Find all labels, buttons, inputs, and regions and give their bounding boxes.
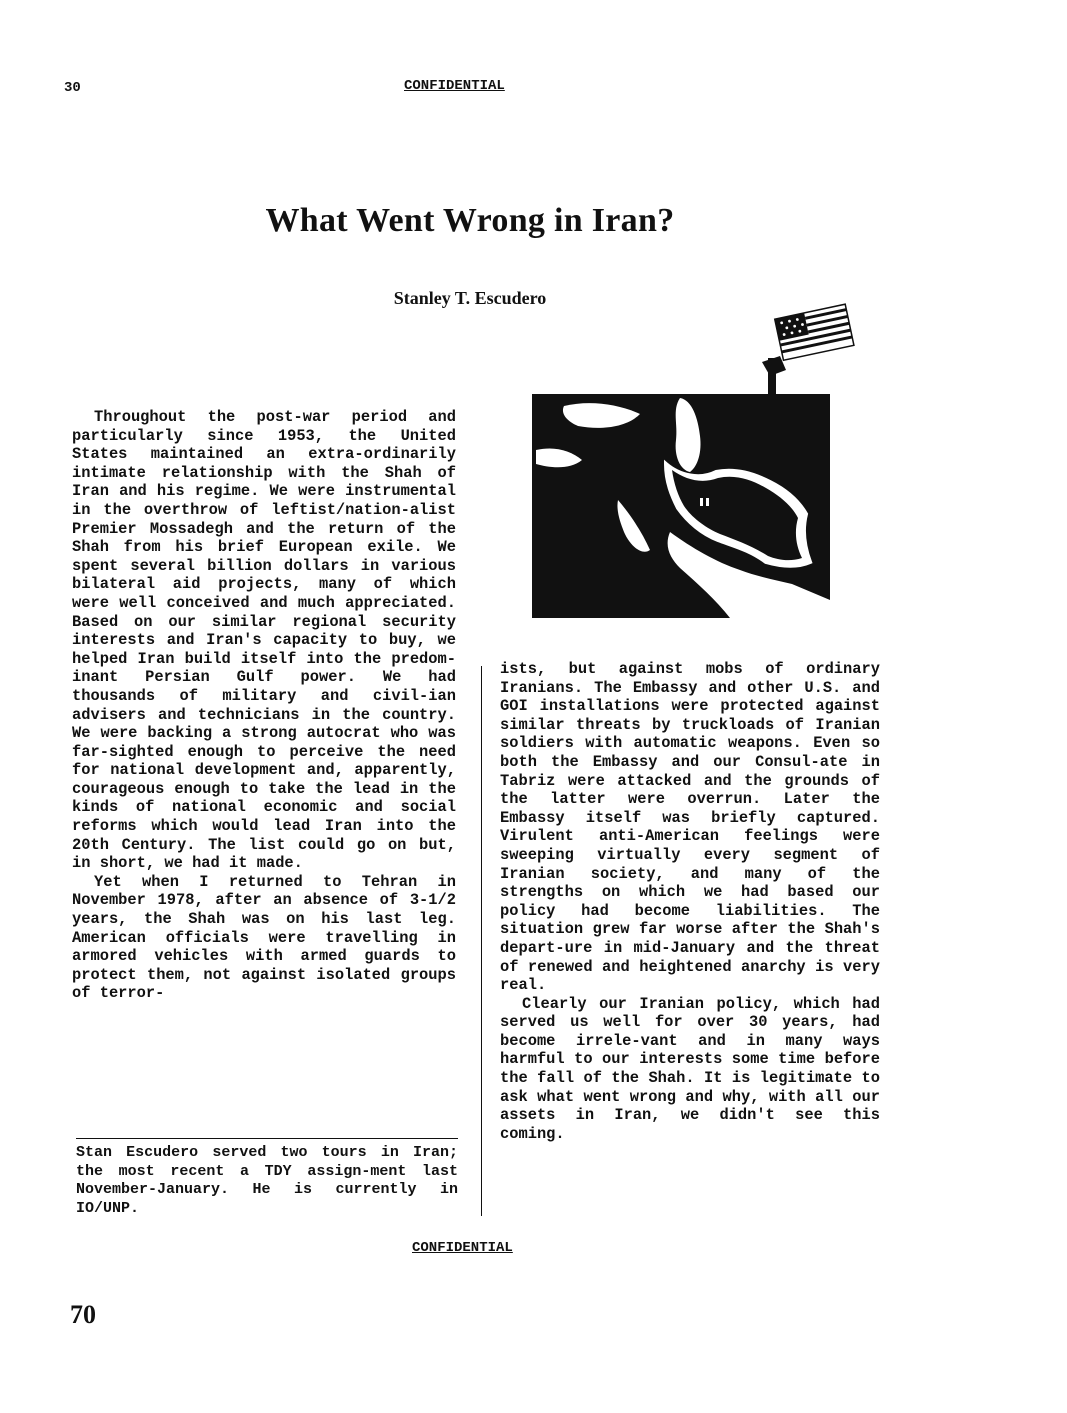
article-author: Stanley T. Escudero [393, 288, 547, 308]
footnote-divider [76, 1138, 458, 1139]
classification-footer: CONFIDENTIAL [412, 1240, 513, 1256]
paragraph: Yet when I returned to Tehran in November 1978, after an absence of 3-1/2 years, the Shah was on his last leg. American officials were travelling in armored vehicles with armed guards to protect them, not against isolated groups of terror- [72, 872, 456, 1003]
paragraph: Throughout the post-war period and particularly since 1953, the United States maintained an extra-ordinarily intimate relationship with the Shah of Iran and his regime. We were instrumental in the overthrow of leftist/nation-alist Premier Mossadegh and the return of the Shah from his brief European exile. We spent several billion dollars in various bilateral aid projects, many of which were well conceived and much appreciated. Based on our similar regional security interests and Iran's capacity to buy, we helped Iran build itself into the predom-inant Persian Gulf power. We had thousands of military and civil-ian advisers and technicians in the country. We were backing a strong autocrat who was far-sighted enough to perceive the need for national development and, apparently, courageous enough to take the lead in the kinds of national economic and social reforms which would lead Iran into the 20th Century. The list could go on but, in short, we had it made. [72, 408, 456, 873]
folio-number: 70 [70, 1300, 96, 1329]
page-number: 30 [64, 80, 81, 96]
column-divider [481, 666, 482, 1216]
article-column-right [500, 660, 880, 1143]
paragraph: ists, but against mobs of ordinary Iranians. The Embassy and other U.S. and GOI installations were protected against similar threats by truckloads of Iranian soldiers with automatic weapons. Even so both the Embassy and our Consul-ate in Tabriz were attacked and the grounds of the latter were overrun. Later the Embassy itself was briefly captured. Virulent anti-American feelings were sweeping virtually every segment of Iranian society, and many of the strengths on which we had based our policy had become liabilities. The situation grew far worse after the Shah's depart-ure in mid-January and the threat of renewed and heightened anarchy is very real. [500, 660, 880, 995]
paragraph: Clearly our Iranian policy, which had served us well for over 30 years, had become irrele-vant and in many ways harmful to our interests some time before the fall of the Shah. It is legitimate to ask what went wrong and why, with all our assets in Iran, we didn't see this coming. [500, 994, 880, 1143]
map-of-iran-with-us-flag-icon [530, 300, 860, 620]
article-title: What Went Wrong in Iran? [265, 202, 675, 239]
article-column-left [72, 408, 456, 1003]
author-footnote: Stan Escudero served two tours in Iran; the most recent a TDY assign-ment last November-January. He is currently in IO/UNP. [76, 1144, 458, 1217]
classification-header: CONFIDENTIAL [404, 78, 505, 94]
